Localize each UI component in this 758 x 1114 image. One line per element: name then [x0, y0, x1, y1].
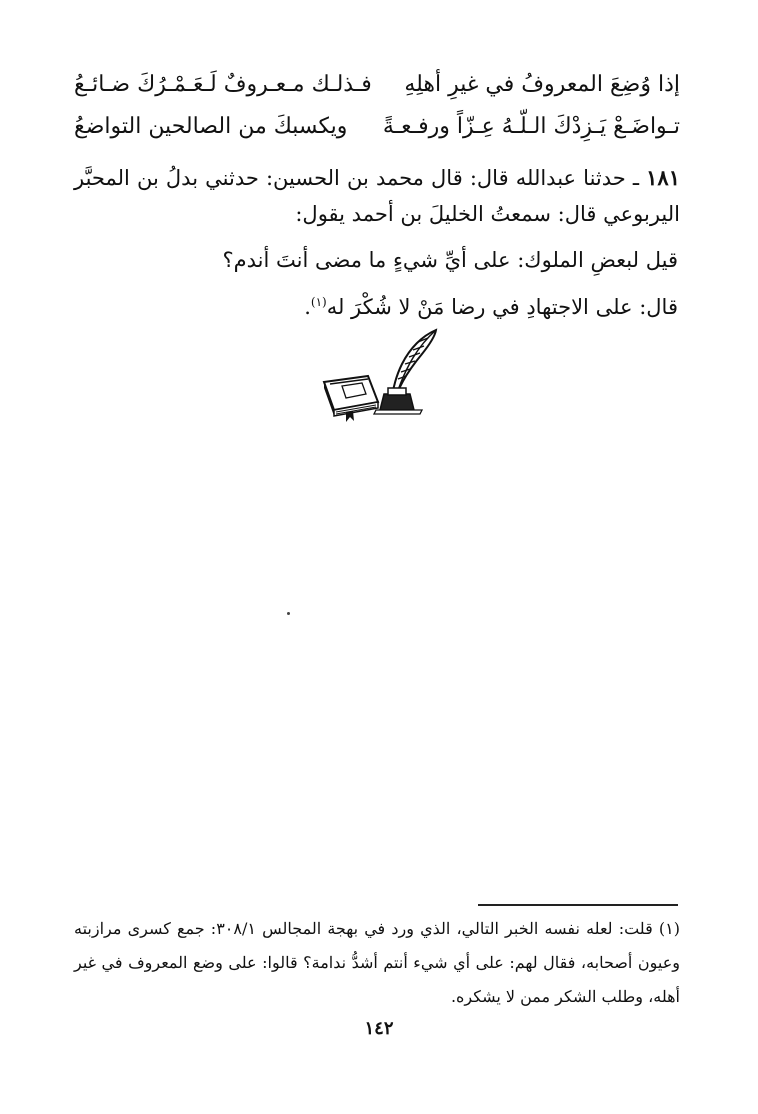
stray-mark: [287, 612, 290, 615]
footnote-separator: [478, 904, 678, 906]
verse-line-2: [74, 106, 680, 148]
verse-1-second-hemistich: فـذلـك مـعـروفٌ لَـعَـمْـرُكَ ضـائـعُ: [74, 72, 372, 97]
hadith-isnad: ـ حدثنا عبدالله قال: قال محمد بن الحسين: حدثني بدلُ بن المحبَّر اليربوعي قال: سمعتُ الخليلَ بن أحمد يقول:: [74, 166, 680, 226]
footnote: [74, 912, 680, 1014]
verse-2-first-hemistich: ويكسبكَ من الصالحين التواضعُ: [74, 114, 348, 139]
footnote-reference[interactable]: (١): [310, 295, 327, 309]
hadith-answer-line: [304, 282, 678, 327]
verse-1-first-hemistich: إذا وُضِعَ المعروفُ في غيرِ أهلِهِ: [404, 72, 680, 97]
hadith-answer-end: .: [304, 295, 311, 319]
verse-2-second-hemistich: تـواضَـعْ يَـزِدْكَ الـلّـهُ عِـزّاً ورفـعـةً: [382, 114, 680, 139]
hadith-paragraph: [74, 160, 680, 232]
book-and-quill-icon: [318, 326, 438, 422]
verse-line-1: [74, 64, 680, 106]
page-number: ١٤٢: [364, 1018, 394, 1039]
footnote-marker: (١): [658, 919, 681, 938]
hadith-question: قيل لبعضِ الملوك: على أيِّ شيءٍ ما مضى أنتَ أندم؟: [222, 248, 678, 272]
hadith-number: ١٨١: [646, 165, 680, 190]
hadith-answer: قال: على الاجتهادِ في رضا مَنْ لا شُكْرَ له: [326, 295, 678, 319]
footnote-text: قلت: لعله نفسه الخبر التالي، الذي ورد في بهجة المجالس ٣٠٨/١: جمع كسرى مرازبته وعيون أصحابه، فقال لهم: على أي شيء أنتم أشدُّ ندامة؟ قالوا: على وضع المعروف في غير أهله، وطلب الشكر ممن لا يشكره.: [74, 919, 680, 1006]
